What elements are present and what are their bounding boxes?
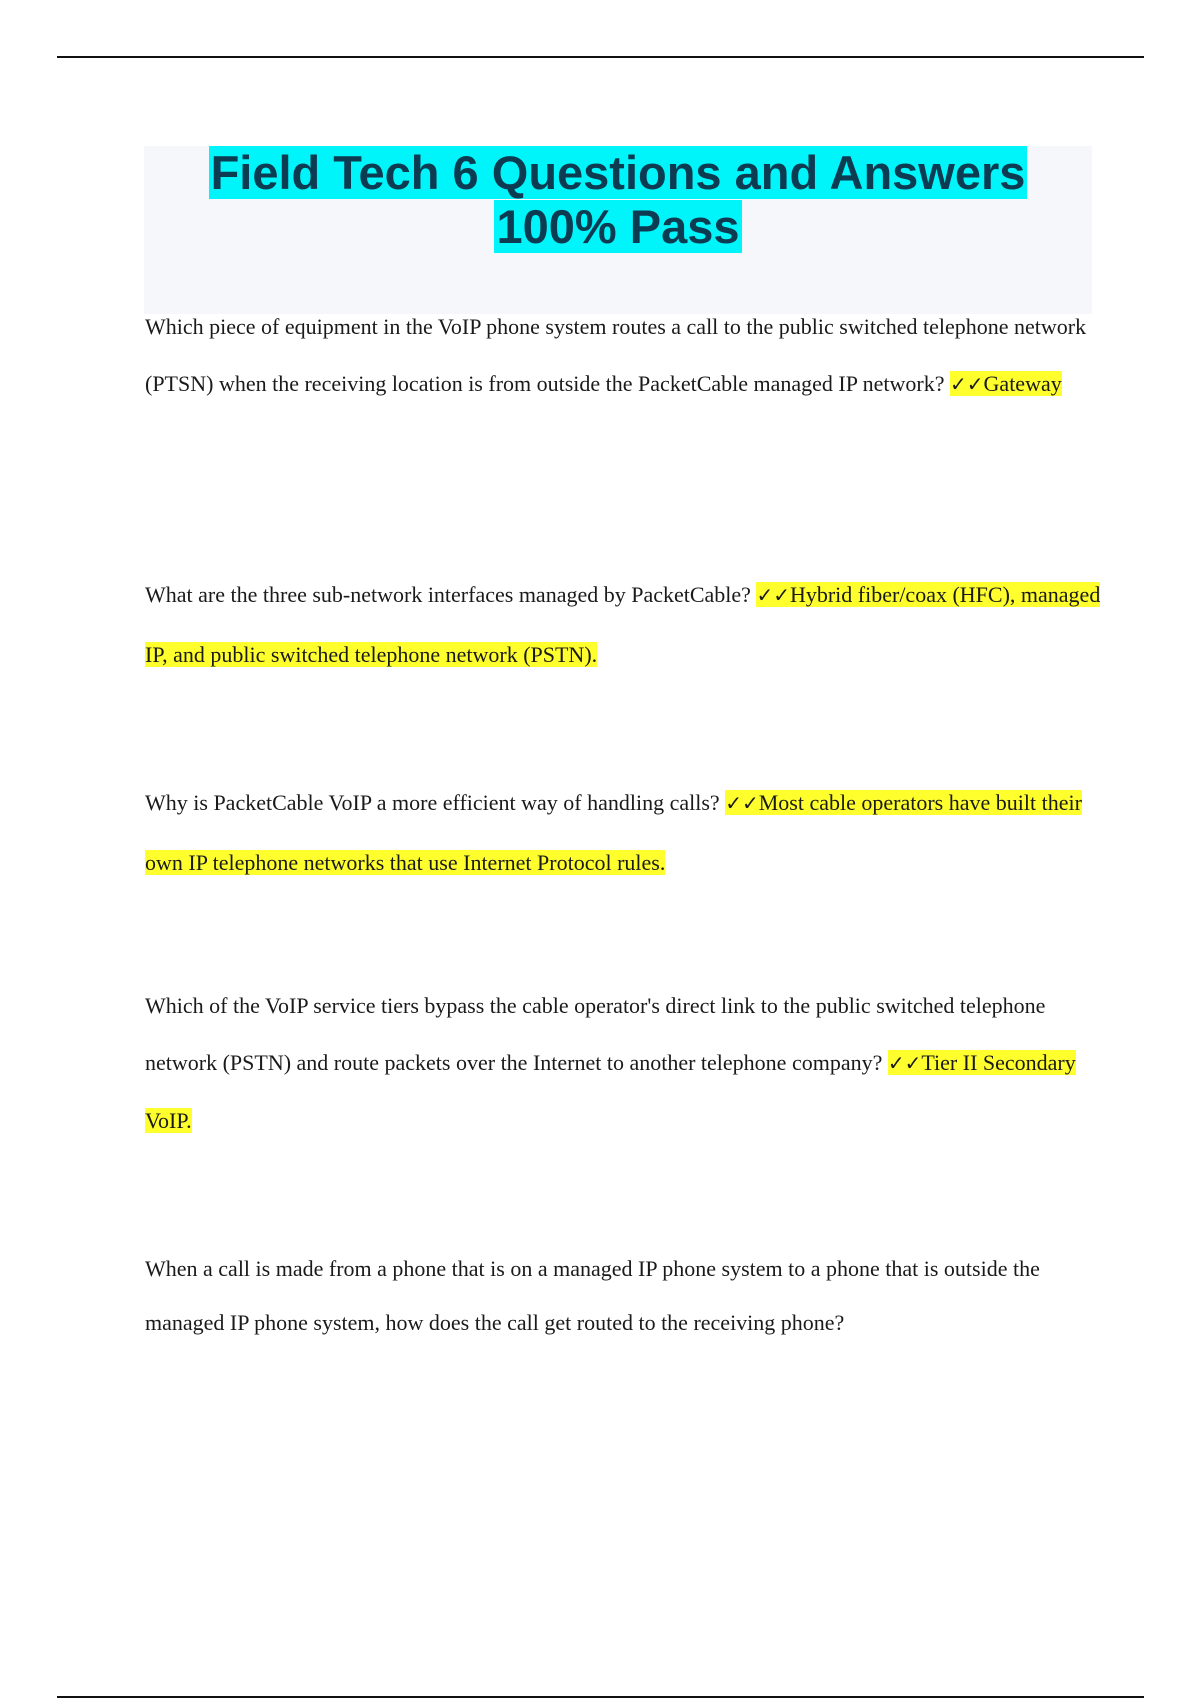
title-line-2: 100% Pass: [496, 200, 740, 253]
question-text: Which piece of equipment in the VoIP phone system routes a call to the public switched telephone network (PTSN) when the receiving location is from outside the PacketCable managed IP network?: [145, 314, 1087, 396]
document-title: [144, 146, 1092, 254]
question-text: When a call is made from a phone that is on a managed IP phone system to a phone that is outside the managed IP phone system, how does the call get routed to the receiving phone?: [145, 1256, 1040, 1335]
double-check-icon: ✓✓: [950, 372, 984, 396]
bottom-divider: [57, 1696, 1144, 1698]
answer-text: Tier II Secondary VoIP.: [145, 1050, 1076, 1133]
answer-text: Hybrid fiber/coax (HFC), managed IP, and public switched telephone network (PSTN).: [145, 582, 1101, 667]
double-check-icon: ✓✓: [725, 791, 759, 815]
answer-text: Gateway: [983, 371, 1062, 396]
qa-item-2: [145, 565, 1105, 685]
question-text: What are the three sub-network interfaces managed by PacketCable?: [145, 582, 757, 607]
top-divider: [57, 56, 1144, 58]
qa-item-3: [145, 773, 1105, 893]
answer-text: Most cable operators have built their own IP telephone networks that use Internet Protocol rules.: [145, 790, 1082, 875]
title-line-1: Field Tech 6 Questions and Answers: [210, 146, 1026, 199]
qa-item-5: [145, 1242, 1105, 1350]
answer-highlight: [950, 371, 1062, 396]
question-text: Why is PacketCable VoIP a more efficient way of handling calls?: [145, 790, 726, 815]
question-text: Which of the VoIP service tiers bypass the cable operator's direct link to the public switched telephone network (PSTN) and route packets over the Internet to another telephone company?: [145, 993, 1046, 1075]
double-check-icon: ✓✓: [887, 1051, 922, 1075]
qa-item-4: [145, 977, 1105, 1149]
double-check-icon: ✓✓: [756, 583, 790, 607]
qa-item-1: [145, 298, 1105, 413]
